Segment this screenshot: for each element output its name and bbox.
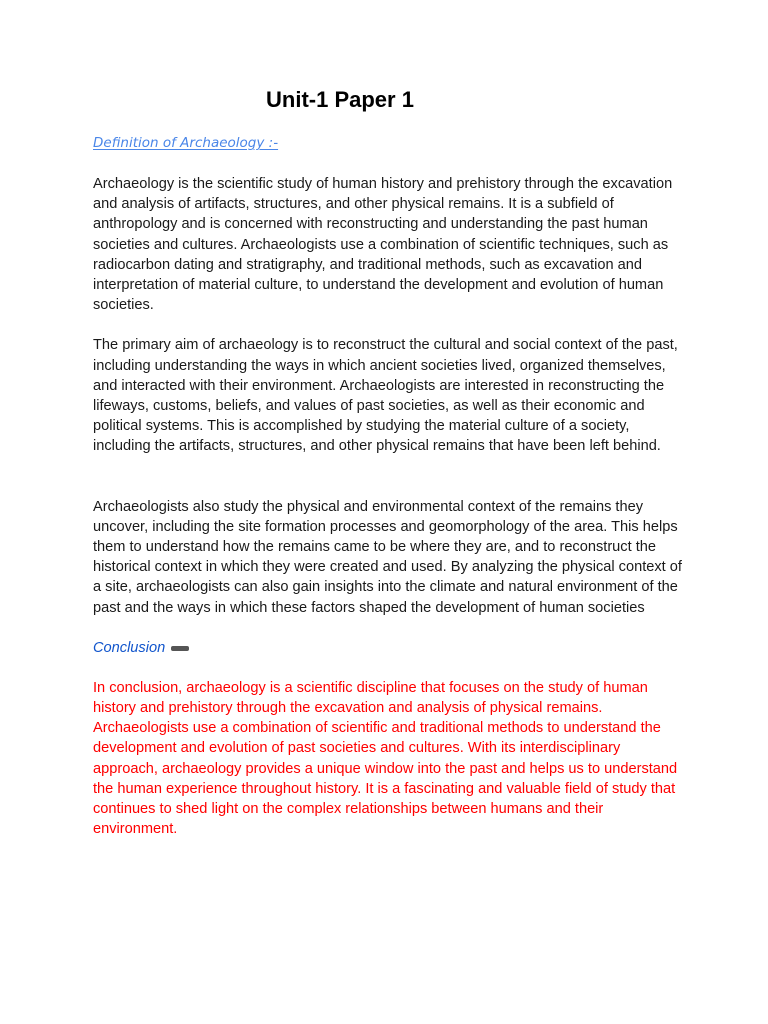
dash-icon: [171, 646, 189, 651]
document-page: [93, 86, 683, 839]
definition-heading-link[interactable]: Definition of Archaeology :-: [93, 135, 279, 151]
conclusion-heading: [93, 638, 683, 658]
paragraph-1: Archaeology is the scientific study of human history and prehistory through the excavation and analysis of artifacts, structures, and other physical remains. It is a subfield of anthropology and is concerned with reconstructing and understanding the past human societies and cultures. Archaeologists use a combination of scientific techniques, such as radiocarbon dating and stratigraphy, and traditional methods, such as excavation and interpretation of material culture, to understand the development and evolution of human societies.: [93, 176, 673, 314]
paragraph-2: The primary aim of archaeology is to reconstruct the cultural and social context of the past, including understanding the ways in which ancient societies lived, organized themselves, and interacted with their environment. Archaeologists are interested in reconstructing the lifeways, customs, beliefs, and values of past societies, as well as their economic and political systems. This is accomplished by studying the material culture of a society, including the artifacts, structures, and other physical remains that have been left behind.: [93, 337, 678, 455]
conclusion-paragraph: In conclusion, archaeology is a scientific discipline that focuses on the study of human history and prehistory through the excavation and analysis of physical remains. Archaeologists use a combination of scientific and traditional methods to understand the development and evolution of past societies and cultures. With its interdisciplinary approach, archaeology provides a unique window into the past and helps us to understand the human experience throughout history. It is a fascinating and valuable field of study that continues to shed light on the complex relationships between humans and their environment.: [93, 679, 678, 838]
paragraph-3: Archaeologists also study the physical and environmental context of the remains they uncover, including the site formation processes and geomorphology of the area. This helps them to understand how the remains came to be where they are, and to reconstruct the historical context in which they were created and used. By analyzing the physical context of a site, archaeologists can also gain insights into the climate and natural environment of the past and the ways in which these factors shaped the development of human societies: [93, 498, 682, 616]
conclusion-heading-label: Conclusion: [93, 639, 166, 656]
page-title: Unit-1 Paper 1: [266, 87, 414, 112]
